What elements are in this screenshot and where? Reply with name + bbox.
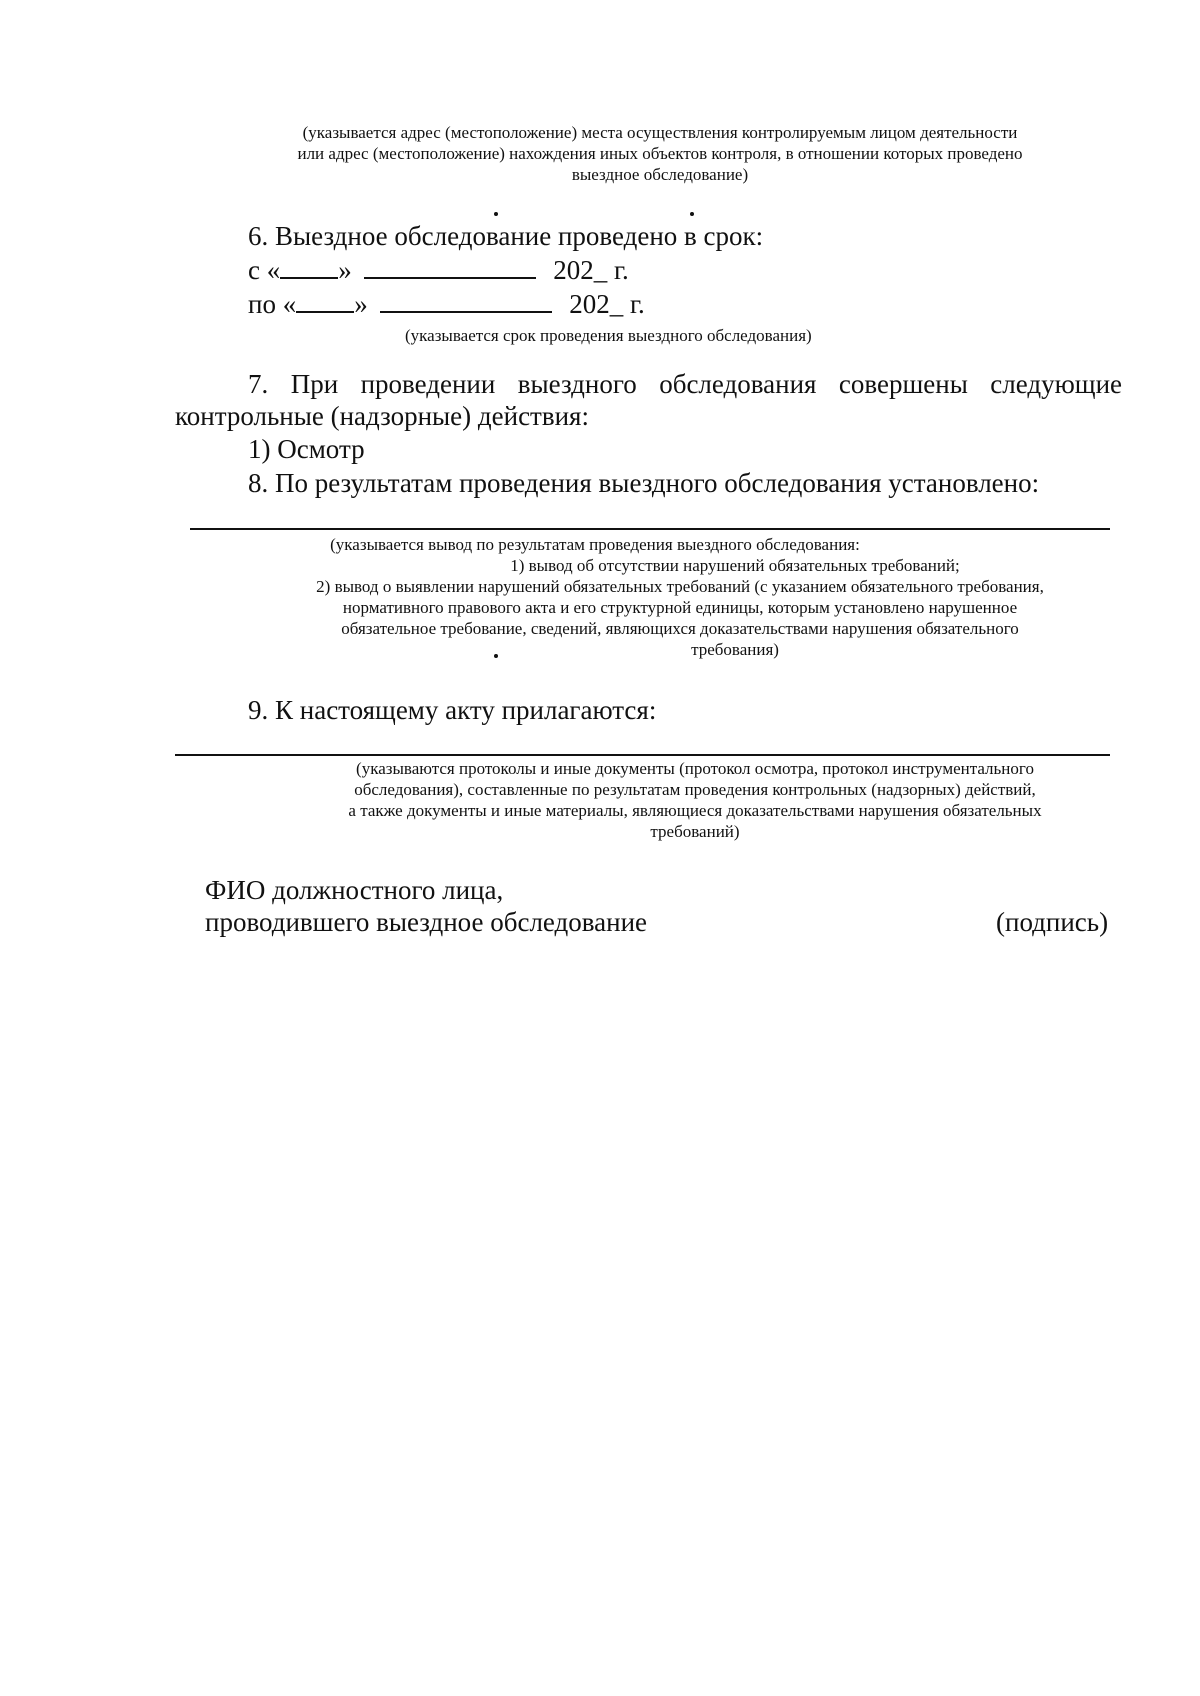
date-to-prefix: по «: [248, 289, 297, 319]
period-caption: (указывается срок проведения выездного обследования): [405, 326, 812, 345]
date-from-year: 202_ г.: [553, 255, 629, 285]
date-from-day-blank: [280, 255, 338, 279]
section-9-heading: 9. К настоящему акту прилагаются:: [248, 695, 657, 725]
signature-official-name-line-1: ФИО должностного лица,: [205, 875, 504, 905]
address-caption: [180, 122, 1140, 185]
section-8-caption-line-3: 2) вывод о выявлении нарушений обязательных требований (с указанием обязательного требования,: [316, 577, 1044, 596]
section-9-underline: [175, 754, 1110, 756]
section-8-caption-line-1: (указывается вывод по результатам проведения выездного обследования:: [330, 535, 860, 554]
section-7-item-1: 1) Осмотр: [248, 434, 365, 464]
address-caption-line-2: или адрес (местоположение) нахождения иных объектов контроля, в отношении которых проведено: [297, 144, 1023, 163]
date-from-quote-close: »: [338, 255, 352, 285]
section-8-underline: [190, 528, 1110, 530]
date-from-row: [248, 254, 629, 287]
section-7-line-1: 7. При проведении выездного обследования совершены следующие: [248, 369, 1122, 399]
date-to-day-blank: [296, 289, 354, 313]
section-7-line-2: контрольные (надзорные) действия:: [175, 401, 589, 431]
section-9-caption-line-4: требований): [650, 822, 740, 841]
signature-label: (подпись): [996, 907, 1109, 937]
section-9-caption-line-1: (указываются протоколы и иные документы (протокол осмотра, протокол инструментального: [356, 759, 1034, 778]
date-to-row: [248, 288, 645, 321]
section-8-caption-line-2: 1) вывод об отсутствии нарушений обязательных требований;: [510, 556, 960, 575]
scan-speck: [494, 212, 498, 216]
scan-speck: [690, 212, 694, 216]
address-caption-line-3: выездное обследование): [571, 165, 749, 184]
date-to-month-blank: [380, 289, 552, 313]
section-9-caption-line-2: обследования), составленные по результатам проведения контрольных (надзорных) действий,: [354, 780, 1036, 799]
section-9-caption: [270, 758, 1120, 842]
section-8-caption-line-4: нормативного правового акта и его структурной единицы, которым установлено нарушенное: [342, 598, 1018, 617]
date-to-quote-close: »: [354, 289, 368, 319]
section-9-caption-line-3: а также документы и иные материалы, являющиеся доказательствами нарушения обязательных: [348, 801, 1042, 820]
section-8-caption: [230, 534, 1130, 660]
address-caption-line-1: (указывается адрес (местоположение) места осуществления контролируемым лицом деятельности: [302, 123, 1018, 142]
section-8-heading: 8. По результатам проведения выездного обследования установлено:: [248, 468, 1040, 498]
scan-speck: [494, 654, 498, 658]
section-8-caption-line-6: требования): [691, 640, 779, 659]
signature-official-name-line-2: проводившего выездное обследование: [205, 907, 648, 937]
section-6-heading: 6. Выездное обследование проведено в срок:: [248, 221, 764, 251]
date-to-year: 202_ г.: [569, 289, 645, 319]
date-from-month-blank: [364, 255, 536, 279]
section-8-caption-line-5: обязательное требование, сведений, являющихся доказательствами нарушения обязательного: [341, 619, 1019, 638]
date-from-prefix: с «: [248, 255, 281, 285]
